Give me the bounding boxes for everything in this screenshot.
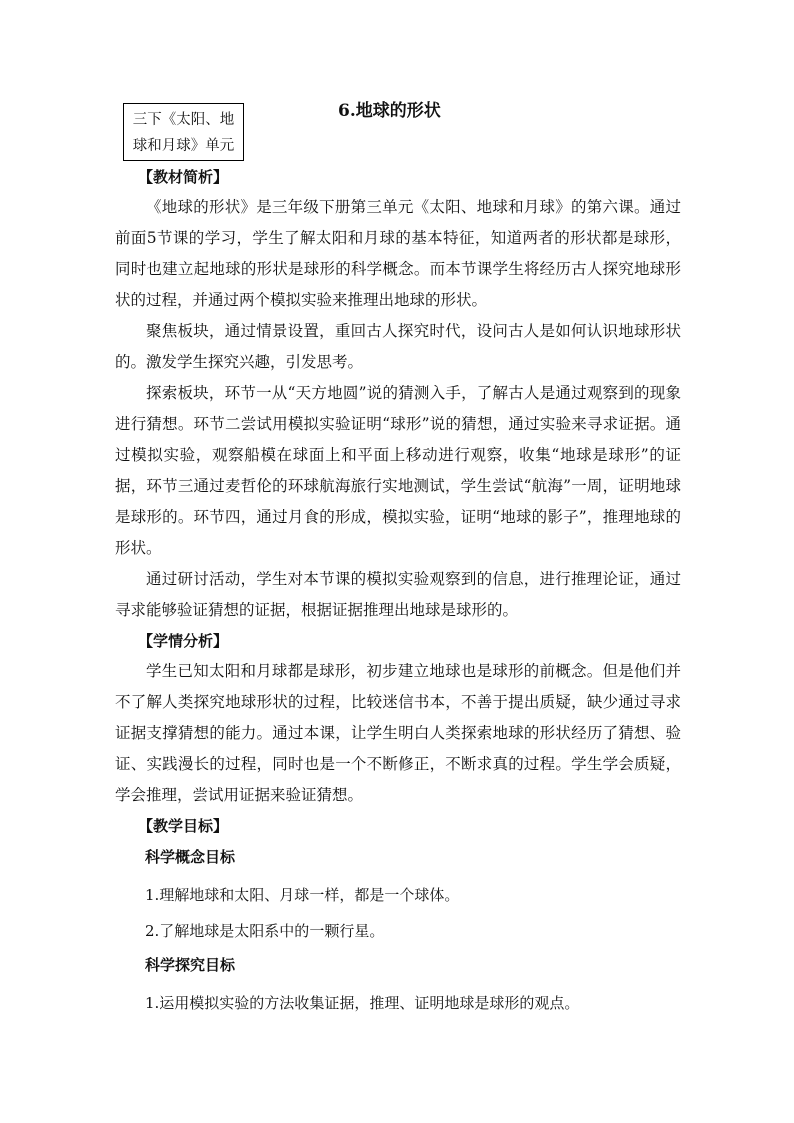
subheading-concept-goals: 科学概念目标 [145,848,236,866]
subheading-inquiry-goals: 科学探究目标 [145,956,236,974]
goal-item: 1.理解地球和太阳、月球一样，都是一个球体。 [145,886,460,904]
paragraph: 《地球的形状》是三年级下册第三单元《太阳、地球和月球》的第六课。通过前面5节课的学习，学生了解太阳和月球的基本特征，知道两者的形状都是球形，同时也建立起地球的形状是球形的科学概念。而本节课学生将经历古人探究地球形状的过程，并通过两个模拟实验来推理出地球的形状。 [115,198,681,309]
paragraph: 聚焦板块，通过情景设置，重回古人探究时代，设问古人是如何认识地球形状的。激发学生探究兴趣，引发思考。 [115,322,681,371]
goal-item: 1.运用模拟实验的方法收集证据，推理、证明地球是球形的观点。 [145,994,580,1012]
paragraph: 通过研讨活动，学生对本节课的模拟实验观察到的信息，进行推理论证，通过寻求能够验证猜想的证据，根据证据推理出地球是球形的。 [115,570,681,619]
goal-item: 2.了解地球是太阳系中的一颗行星。 [145,922,385,940]
lesson-title: 6.地球的形状 [338,101,441,121]
section-heading-textbook: 【教材简析】 [138,168,229,186]
unit-label-line-1: 三下《太阳、地 [132,112,235,128]
unit-label-line-2: 球和月球》单元 [132,138,235,154]
section-heading-students: 【学情分析】 [138,632,229,650]
section-heading-goals: 【教学目标】 [138,817,229,835]
paragraph: 学生已知太阳和月球都是球形，初步建立地球也是球形的前概念。但是他们并不了解人类探究地球形状的过程，比较迷信书本，不善于提出质疑，缺少通过寻求证据支撑猜想的能力。通过本课，让学生明白人类探索地球的形状经历了猜想、验证、实践漫长的过程，同时也是一个不断修正，不断求真的过程。学生学会质疑，学会推理，尝试用证据来验证猜想。 [115,662,681,804]
paragraph: 探索板块，环节一从“天方地圆”说的猜测入手，了解古人是通过观察到的现象进行猜想。环节二尝试用模拟实验证明“球形”说的猜想，通过实验来寻求证据。通过模拟实验，观察船模在球面上和平面上移动进行观察，收集“地球是球形”的证据，环节三通过麦哲伦的环球航海旅行实地测试，学生尝试“航海”一周，证明地球是球形的。环节四，通过月食的形成，模拟实验，证明“地球的影子”，推理地球的形状。 [115,384,681,557]
unit-label-box [123,103,244,161]
document-body [115,162,681,1021]
